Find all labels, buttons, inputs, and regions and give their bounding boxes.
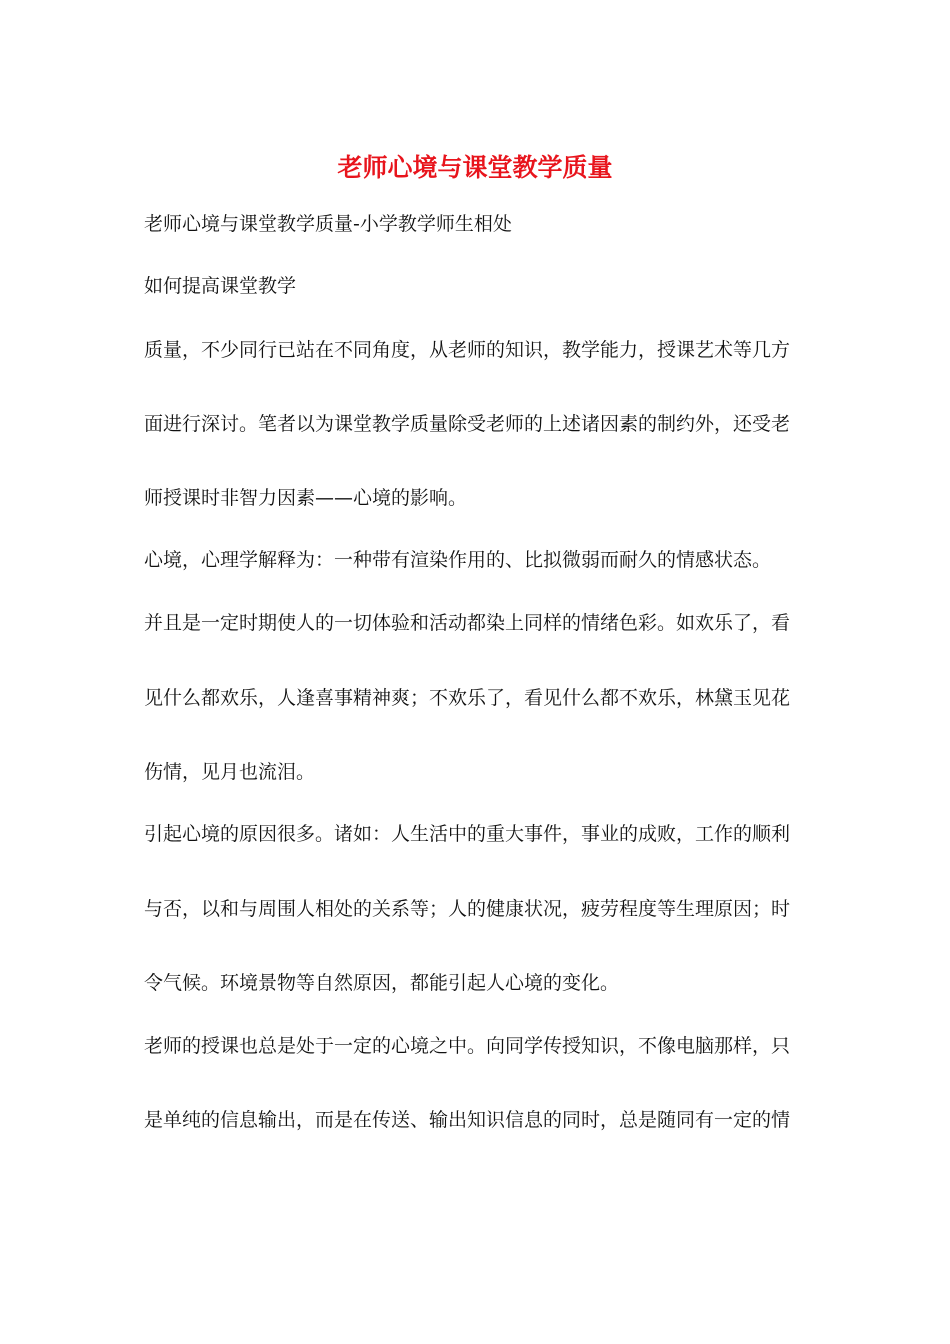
- text-line: 老师心境与课堂教学质量-小学教学师生相处: [144, 213, 512, 235]
- text-line: 如何提高课堂教学: [144, 275, 297, 297]
- text-line: 质量，不少同行已站在不同角度，从老师的知识，教学能力，授课艺术等几方: [144, 339, 791, 361]
- text-line: 令气候。环境景物等自然原因，都能引起人心境的变化。: [144, 972, 620, 994]
- text-line: 并且是一定时期使人的一切体验和活动都染上同样的情绪色彩。如欢乐了，看: [144, 612, 791, 634]
- text-line: 见什么都欢乐，人逢喜事精神爽；不欢乐了，看见什么都不欢乐，林黛玉见花: [144, 687, 791, 709]
- text-line: 是单纯的信息输出，而是在传送、输出知识信息的同时，总是随同有一定的情: [144, 1109, 791, 1131]
- text-line: 老师的授课也总是处于一定的心境之中。向同学传授知识，不像电脑那样，只: [144, 1035, 791, 1057]
- text-line: 师授课时非智力因素——心境的影响。: [144, 487, 468, 509]
- text-line: 心境，心理学解释为：一种带有渲染作用的、比拟微弱而耐久的情感状态。: [144, 549, 772, 571]
- text-line: 引起心境的原因很多。诸如：人生活中的重大事件，事业的成败，工作的顺利: [144, 823, 791, 845]
- text-line: 面进行深讨。笔者以为课堂教学质量除受老师的上述诸因素的制约外，还受老: [144, 413, 791, 435]
- text-line: 伤情，见月也流泪。: [144, 761, 316, 783]
- text-line: 与否，以和与周围人相处的关系等；人的健康状况，疲劳程度等生理原因；时: [144, 898, 791, 920]
- document-title: 老师心境与课堂教学质量: [337, 153, 613, 182]
